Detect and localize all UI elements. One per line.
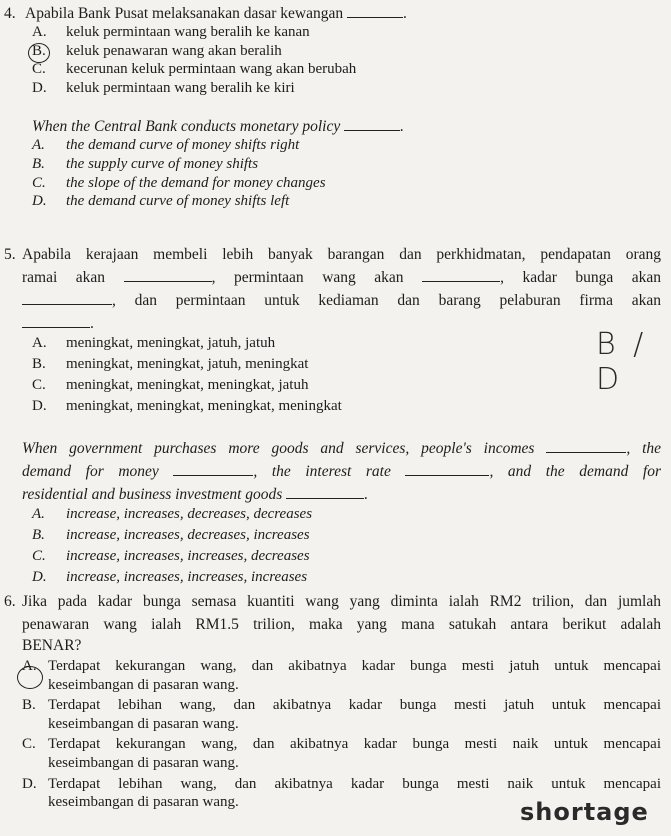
option-d-en[interactable]: D. the demand curve of money shifts left [32, 193, 290, 210]
question-6 [0, 592, 671, 812]
question-5-en-line1: When government purchases more goods and services, people's incomes , the [22, 440, 662, 457]
question-5-en-line3: residential and business investment goods . [22, 486, 369, 503]
question-4 [0, 4, 671, 211]
question-5-stem-line1: 5. Apabila kerajaan membeli lebih banyak barangan dan perkhidmatan, pendapatan orang [4, 246, 661, 263]
answer-blank[interactable] [422, 269, 500, 282]
question-6-stem-line3: BENAR? [22, 637, 82, 654]
option-a-en[interactable]: A. the demand curve of money shifts right [32, 137, 300, 154]
question-4-stem-en: When the Central Bank conducts monetary policy . [32, 118, 404, 136]
option-c[interactable]: C. meningkat, meningkat, meningkat, jatuh [32, 377, 309, 393]
option-a[interactable]: A. meningkat, meningkat, jatuh, jatuh [32, 335, 276, 351]
question-5-en-line2: demand for money , the interest rate , and the demand for [22, 463, 662, 480]
answer-blank[interactable] [286, 486, 364, 499]
option-b[interactable]: B. keluk penawaran wang akan beralih [32, 42, 282, 59]
answer-blank[interactable] [344, 118, 400, 131]
question-4-options-ms [0, 23, 671, 97]
question-5-stem-line3: , dan permintaan untuk kediaman dan barang pelaburan firma akan [0, 291, 671, 310]
answer-circle-6a [17, 666, 43, 689]
question-5-stem-line4: . [0, 314, 671, 333]
question-5-options-en [0, 504, 671, 588]
answer-blank[interactable] [124, 269, 212, 282]
option-b[interactable]: B. meningkat, meningkat, jatuh, meningkat [32, 356, 309, 372]
option-d[interactable]: D. Terdapat lebihan wang, dan akibatnya kadar bunga mesti naik untuk mencapai keseimbangan di pasaran wang. [22, 775, 661, 811]
question-5-stem-line2: ramai akan , permintaan wang akan , kadar bunga akan [22, 269, 662, 286]
option-a-en[interactable]: A. increase, increases, decreases, decreases [32, 506, 313, 522]
handwritten-note-bd: B / D [596, 327, 648, 397]
option-a[interactable]: A. Terdapat kekurangan wang, dan akibatnya kadar bunga mesti jatuh untuk mencapai keseimbangan di pasaran wang. [22, 658, 661, 693]
question-4-stem-ms: 4. Apabila Bank Pusat melaksanakan dasar kewangan . [4, 5, 407, 22]
question-6-options [0, 657, 671, 812]
question-4-options-en [0, 136, 671, 210]
option-c-en[interactable]: C. the slope of the demand for money changes [32, 174, 326, 191]
option-d-en[interactable]: D. increase, increases, increases, increases [32, 569, 308, 585]
option-b-en[interactable]: B. the supply curve of money shifts [32, 155, 259, 172]
handwritten-note-shortage: shortage [520, 798, 649, 826]
option-d[interactable]: D. meningkat, meningkat, meningkat, meningkat [32, 398, 342, 414]
option-b[interactable]: B. Terdapat lebihan wang, dan akibatnya kadar bunga mesti jatuh untuk mencapai keseimbangan di pasaran wang. [22, 697, 661, 732]
answer-blank[interactable] [173, 463, 253, 476]
answer-blank[interactable] [405, 463, 489, 476]
option-c[interactable]: C. kecerunan keluk permintaan wang akan berubah [32, 61, 357, 78]
answer-blank[interactable] [22, 315, 90, 328]
question-5-stem-en [0, 439, 671, 504]
question-4-stem-text: Apabila Bank Pusat melaksanakan dasar kewangan [25, 5, 344, 22]
option-b-en[interactable]: B. increase, increases, decreases, increases [32, 527, 310, 543]
option-c-en[interactable]: C. increase, increases, increases, decreases [32, 548, 310, 564]
question-6-stem-line1: 6. Jika pada kadar bunga semasa kuantiti wang yang diminta ialah RM2 trilion, dan jumlah [4, 593, 661, 610]
answer-blank[interactable] [22, 292, 112, 305]
question-6-stem-line2: penawaran wang ialah RM1.5 trilion, maka yang mana satukah antara berikut adalah [22, 616, 661, 633]
question-5-options-ms [0, 333, 671, 417]
answer-blank[interactable] [347, 5, 403, 18]
option-d[interactable]: D. keluk permintaan wang beralih ke kiri [32, 79, 295, 96]
answer-blank[interactable] [546, 440, 626, 453]
option-c[interactable]: C. Terdapat kekurangan wang, dan akibatnya kadar bunga mesti naik untuk mencapai keseimbangan di pasaran wang. [22, 736, 661, 771]
option-a[interactable]: A. keluk permintaan wang beralih ke kanan [32, 24, 310, 40]
question-5 [0, 245, 671, 588]
answer-circle-4b [28, 43, 50, 63]
